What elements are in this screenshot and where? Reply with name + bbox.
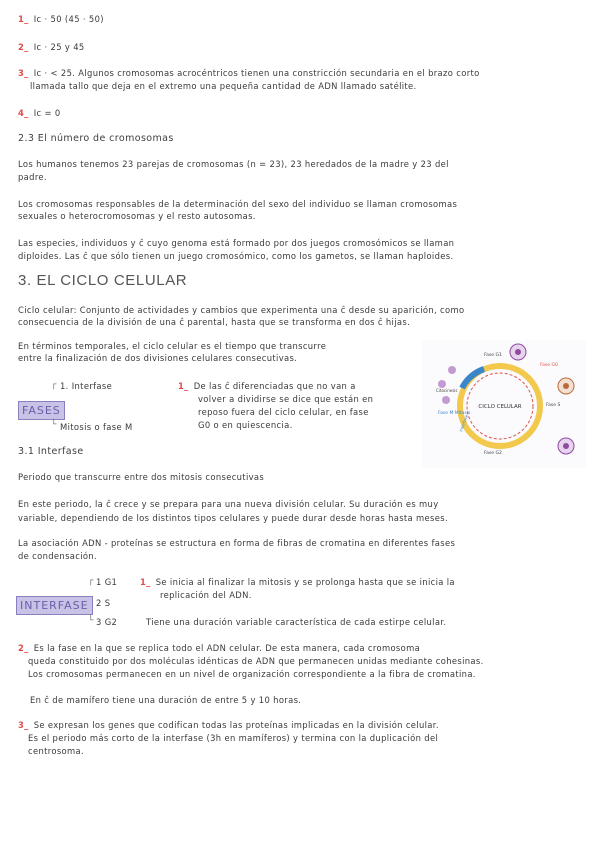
para: entre la finalización de dos divisiones celulares consecutivas. [18, 353, 298, 363]
g1-desc: 1_ Se inicia al finalizar la mitosis y se prolonga hasta que se inicia la [140, 577, 455, 587]
label-citocinesis: Citocinesis [436, 388, 458, 393]
label-g1: Fase G1 [484, 353, 502, 358]
label-m: Fase M Mitosis [438, 411, 471, 416]
nucleus-icon [515, 349, 521, 355]
note-line: reposo fuera del ciclo celular, en fase [198, 407, 369, 417]
para: padre. [18, 172, 47, 182]
para: Periodo que transcurre entre dos mitosis consecutivas [18, 472, 265, 482]
label-g2: Fase G2 [484, 451, 502, 456]
item-3-cont: llamada tallo que deja en el extremo una pequeña cantidad de ADN llamado satélite. [30, 81, 417, 91]
g2-desc-cont: centrosoma. [28, 746, 85, 756]
para: diploides. Las ĉ que sólo tienen un juego cromosómico, como los gametos, se llaman haploides. [18, 251, 454, 261]
para: consecuencia de la división de una ĉ parental, hasta que se transforma en dos ĉ hijas. [18, 317, 411, 327]
sub-g2: 3 G2 [96, 617, 118, 627]
section-23-title: 2.3 El número de cromosomas [18, 133, 174, 144]
g1-desc-cont: replicación del ADN. [160, 590, 252, 600]
para: variable, dependiendo de los distintos tipos celulares y puede durar desde horas hasta meses. [18, 513, 449, 523]
g2-desc: 3_ Se expresan los genes que codifican todas las proteínas implicadas en la división celular. [18, 720, 439, 730]
cell-icon [438, 380, 446, 388]
label-interfase: Interfase [458, 413, 470, 433]
s-desc-cont: Los cromosomas permanecen en un nivel de organización correspondiente a la fibra de cromatina. [28, 669, 476, 679]
para: Los humanos tenemos 23 parejas de cromosomas (n = 23), 23 heredados de la madre y 23 del [18, 159, 449, 169]
g1-extra: Tiene una duración variable característica de cada estirpe celular. [146, 617, 447, 627]
para: Las especies, individuos y ĉ cuyo genoma está formado por dos juegos cromosómicos se llaman [18, 238, 455, 248]
nucleus-icon [563, 383, 569, 389]
item-4: 4_ Ic = 0 [18, 108, 61, 118]
label-s: Fase S [546, 403, 561, 408]
nucleus-icon [563, 443, 569, 449]
para: Los cromosomas responsables de la determinación del sexo del individuo se llaman cromosomas [18, 199, 458, 209]
brace-top: ┌ [88, 576, 94, 586]
brace-bottom: └ [88, 616, 94, 626]
interfase-label: INTERFASE [16, 596, 93, 615]
fases-mitosis: Mitosis o fase M [60, 422, 133, 432]
fases-interfase: 1. Interfase [60, 381, 113, 391]
brace-bottom: └ [51, 420, 57, 430]
cell-icon [442, 396, 450, 404]
s-extra: En ĉ de mamífero tiene una duración de entre 5 y 10 horas. [30, 695, 302, 705]
brace-top: ┌ [51, 380, 57, 390]
para: En términos temporales, el ciclo celular es el tiempo que transcurre [18, 341, 327, 351]
label-g0: Fase G0 [540, 363, 558, 368]
para: Ciclo celular: Conjunto de actividades y cambios que experimenta una ĉ desde su aparición, como [18, 305, 465, 315]
s-desc-cont: queda constituido por dos moléculas idénticas de ADN que permanecen unidas mediante cohesinas. [28, 656, 484, 666]
para: En este periodo, la ĉ crece y se prepara para una nueva división celular. Su duración es muy [18, 499, 439, 509]
sub-s: 2 S [96, 598, 111, 608]
section-31-title: 3.1 Interfase [18, 446, 84, 457]
note-line: volver a dividirse se dice que están en [198, 394, 374, 404]
item-1: 1_ Ic · 50 (45 · 50) [18, 14, 104, 24]
note-g0: 1_ De las ĉ diferenciadas que no van a [178, 381, 356, 391]
section-3-title: 3. EL CICLO CELULAR [18, 272, 188, 289]
figure-title: CICLO CELULAR [478, 404, 522, 410]
item-2: 2_ Ic · 25 y 45 [18, 42, 85, 52]
cell-icon [448, 366, 456, 374]
para: de condensación. [18, 551, 98, 561]
item-3: 3_ Ic · < 25. Algunos cromosomas acrocéntricos tienen una constricción secundaria en el brazo corto [18, 68, 480, 78]
para: La asociación ADN - proteínas se estructura en forma de fibras de cromatina en diferentes fases [18, 538, 456, 548]
sub-g1: 1 G1 [96, 577, 118, 587]
fases-label: FASES [18, 401, 65, 420]
note-line: G0 o en quiescencia. [198, 420, 293, 430]
para: sexuales o heterocromosomas y el resto autosomas. [18, 211, 256, 221]
g2-desc-cont: Es el periodo más corto de la interfase (3h en mamíferos) y termina con la duplicación del [28, 733, 439, 743]
cell-cycle-figure [422, 340, 586, 468]
s-desc: 2_ Es la fase en la que se replica todo el ADN celular. De esta manera, cada cromosoma [18, 643, 421, 653]
